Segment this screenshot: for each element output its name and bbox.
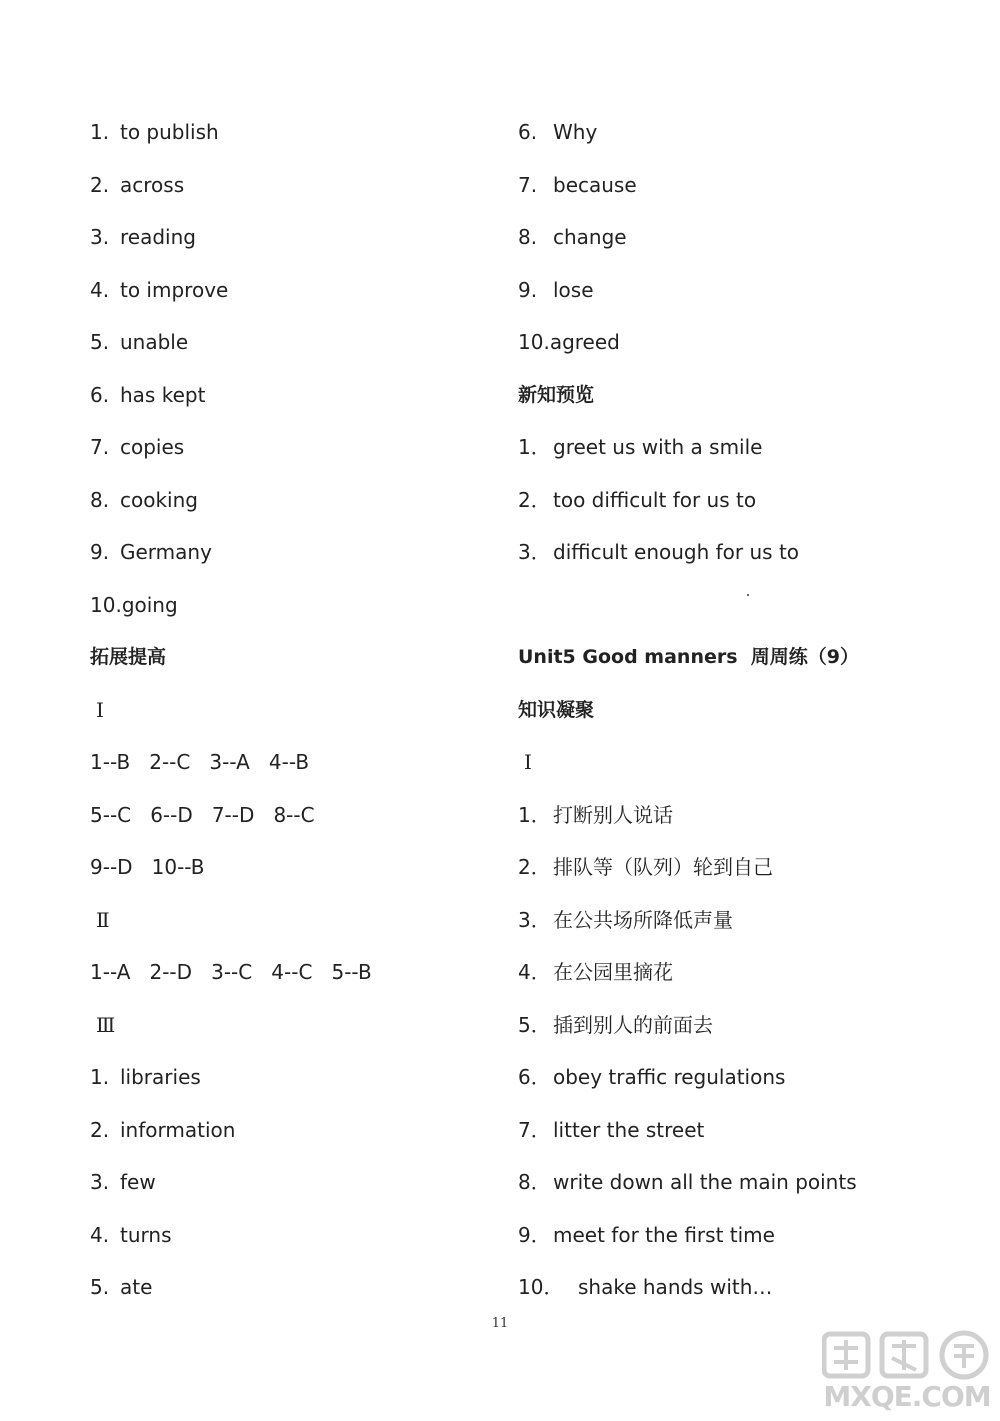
answer-text: to publish — [120, 120, 219, 144]
answer-line — [518, 1114, 958, 1167]
right-column — [518, 116, 958, 1324]
answer-line — [518, 431, 958, 484]
answer-text: 1--B 2--C 3--A 4--B — [90, 750, 310, 774]
answer-number: 8． — [518, 1170, 551, 1194]
answer-line — [90, 1166, 490, 1219]
stray-dot — [747, 594, 749, 596]
answer-text: ate — [120, 1275, 153, 1299]
answer-text: Why — [553, 120, 598, 144]
answer-line — [90, 431, 490, 484]
answer-text: 9--D 10--B — [90, 855, 205, 879]
answer-number: 6. — [90, 382, 110, 407]
answer-text: 在公共场所降低声量 — [553, 907, 733, 932]
answer-number: 6． — [518, 1065, 551, 1089]
answer-text: 插到别人的前面去 — [553, 1012, 713, 1037]
answer-number: 5. — [90, 330, 110, 354]
answer-text: greet us with a smile — [553, 435, 763, 459]
answer-text: because — [553, 172, 637, 197]
answer-text: going — [121, 592, 178, 617]
answer-line — [90, 169, 490, 222]
watermark-url: MXQE.COM — [823, 1380, 991, 1413]
answer-text: information — [120, 1117, 236, 1142]
answer-number: 8. — [90, 487, 110, 512]
answer-line — [90, 851, 490, 904]
answer-text: to improve — [120, 277, 229, 302]
answer-text: shake hands with… — [578, 1275, 773, 1299]
answer-text: has kept — [120, 382, 206, 407]
answer-line — [90, 1061, 490, 1114]
answer-line — [90, 799, 490, 852]
answer-number: 7. — [518, 172, 538, 197]
answer-line — [90, 116, 490, 169]
answer-number: 6. — [518, 120, 538, 144]
answer-number: 3． — [518, 540, 551, 564]
answer-text: 排队等（队列）轮到自己 — [553, 855, 773, 879]
answer-line — [518, 1219, 958, 1272]
answer-line — [90, 1114, 490, 1167]
left-column — [90, 116, 490, 1324]
answer-text: obey traffic regulations — [553, 1065, 786, 1089]
answer-line — [518, 274, 958, 327]
answer-number: 4. — [90, 277, 110, 302]
section-heading: 知识凝聚 — [518, 698, 595, 721]
answer-number: 10． — [518, 1275, 564, 1299]
answer-text: change — [553, 225, 627, 249]
answer-number: 7. — [90, 435, 110, 459]
answer-number: 9. — [90, 540, 110, 564]
answer-line — [518, 1166, 958, 1219]
answer-text: libraries — [120, 1065, 201, 1089]
answer-text: few — [120, 1170, 156, 1194]
answer-number: 7． — [518, 1117, 551, 1142]
answer-line — [90, 536, 490, 589]
answer-number: 4． — [518, 960, 551, 984]
answer-text: turns — [120, 1222, 172, 1247]
answer-line — [90, 589, 490, 642]
answer-number: 8. — [518, 225, 538, 249]
answer-number: 2． — [518, 855, 551, 879]
answer-number: 10. — [518, 330, 550, 354]
answer-number: 9． — [518, 1222, 551, 1247]
answer-text: 在公园里摘花 — [553, 960, 673, 984]
answer-number: 4. — [90, 1222, 110, 1247]
answer-text: difficult enough for us to — [553, 540, 800, 564]
answer-text: litter the street — [553, 1117, 705, 1142]
answer-text: 5--C 6--D 7--D 8--C — [90, 802, 315, 827]
answer-number: 9. — [518, 277, 538, 302]
answer-line — [518, 536, 958, 589]
answer-number: 1. — [90, 120, 110, 144]
answer-line — [90, 326, 490, 379]
answer-line — [518, 799, 958, 852]
answer-number: 2． — [518, 487, 551, 512]
answer-text: across — [120, 172, 185, 197]
answer-line — [518, 169, 958, 222]
roman-numeral: Ⅰ — [524, 750, 532, 774]
section-heading: 新知预览 — [518, 383, 595, 406]
answer-text: 打断别人说话 — [553, 802, 673, 827]
answer-number: 1. — [90, 1065, 110, 1089]
roman-numeral: Ⅱ — [96, 907, 110, 932]
answer-text: write down all the main points — [553, 1170, 857, 1194]
answer-number: 3. — [90, 1170, 110, 1194]
answer-number: 10. — [90, 592, 122, 617]
answer-text: 1--A 2--D 3--C 4--C 5--B — [90, 960, 372, 984]
answer-number: 3. — [90, 225, 110, 249]
answer-line — [90, 484, 490, 537]
watermark — [822, 1330, 992, 1416]
answer-text: too difficult for us to — [553, 487, 757, 512]
answer-line — [518, 956, 958, 1009]
section-heading: 拓展提高 — [90, 646, 167, 668]
answer-line — [518, 484, 958, 537]
answer-line — [518, 1061, 958, 1114]
blank-line — [518, 589, 958, 642]
roman-numeral: Ⅲ — [96, 1012, 116, 1037]
answer-line — [90, 274, 490, 327]
answer-number: 5. — [90, 1275, 110, 1299]
answer-text: copies — [120, 435, 185, 459]
answer-number: 3． — [518, 907, 551, 932]
answer-text: unable — [120, 330, 189, 354]
answer-text: agreed — [549, 330, 620, 354]
answer-text: cooking — [120, 487, 198, 512]
answer-number: 2. — [90, 172, 110, 197]
answer-number: 1． — [518, 802, 551, 827]
answer-number: 5． — [518, 1012, 551, 1037]
answer-line — [90, 956, 490, 1009]
answer-line — [90, 746, 490, 799]
answer-text: lose — [553, 277, 594, 302]
answer-line — [518, 221, 958, 274]
watermark-logo-icon — [822, 1330, 992, 1380]
answer-line — [518, 326, 958, 379]
answer-number: 2. — [90, 1117, 110, 1142]
answer-line — [90, 1219, 490, 1272]
answer-line — [90, 379, 490, 432]
answer-line — [518, 1009, 958, 1062]
answer-line — [518, 851, 958, 904]
page-number: 11 — [491, 1316, 509, 1331]
answer-text: reading — [120, 225, 196, 249]
answer-text: Germany — [120, 540, 212, 564]
answer-line — [90, 221, 490, 274]
answer-text: meet for the first time — [553, 1222, 775, 1247]
answer-line — [518, 116, 958, 169]
roman-numeral: Ⅰ — [96, 697, 104, 722]
answer-line — [518, 904, 958, 957]
answer-number: 1． — [518, 435, 551, 459]
section-heading: Unit5 Good manners 周周练（9） — [518, 646, 859, 668]
